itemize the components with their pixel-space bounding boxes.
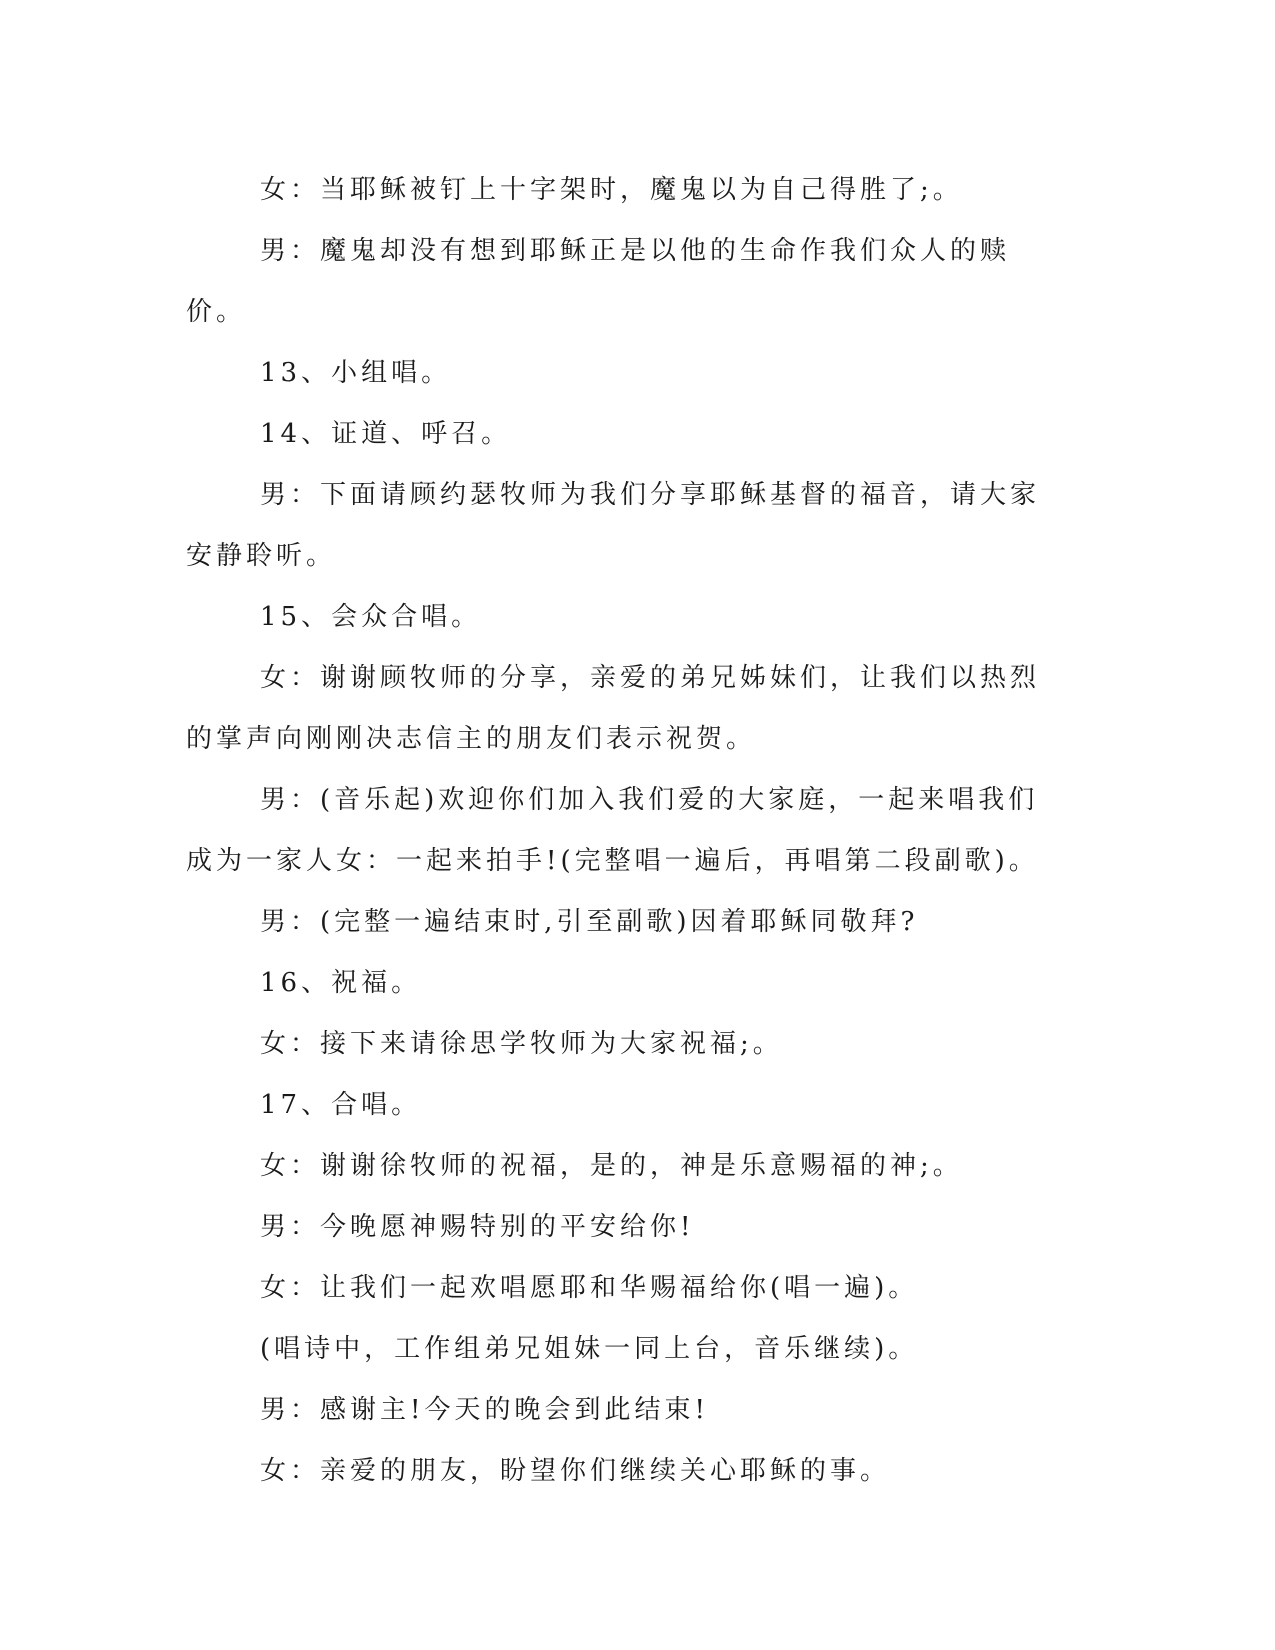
paragraph: 女：当耶稣被钉上十字架时，魔鬼以为自己得胜了;。 <box>260 175 963 205</box>
paragraph: 男：(音乐起)欢迎你们加入我们爱的大家庭，一起来唱我们成为一家人女：一起来拍手!(完整唱一遍后，再唱第二段副歌)。 <box>186 785 1039 876</box>
paragraph: 15、会众合唱。 <box>260 602 482 632</box>
paragraph: 女：接下来请徐思学牧师为大家祝福;。 <box>260 1029 783 1059</box>
paragraph: 女：让我们一起欢唱愿耶和华赐福给你(唱一遍)。 <box>260 1273 919 1303</box>
paragraph: 17、合唱。 <box>260 1090 422 1120</box>
paragraph: 男：魔鬼却没有想到耶稣正是以他的生命作我们众人的赎价。 <box>186 236 1011 327</box>
paragraph: 13、小组唱。 <box>260 358 452 388</box>
paragraph: 女：亲爱的朋友，盼望你们继续关心耶稣的事。 <box>260 1456 891 1486</box>
paragraph: 男：今晚愿神赐特别的平安给你! <box>260 1212 695 1242</box>
paragraph: (唱诗中，工作组弟兄姐妹一同上台，音乐继续)。 <box>260 1334 919 1364</box>
paragraph: 16、祝福。 <box>260 968 422 998</box>
document-body <box>186 160 1066 1502</box>
paragraph: 女：谢谢徐牧师的祝福，是的，神是乐意赐福的神;。 <box>260 1151 963 1181</box>
paragraph: 男：感谢主!今天的晚会到此结束! <box>260 1395 709 1425</box>
paragraph: 男：(完整一遍结束时,引至副歌)因着耶稣同敬拜? <box>260 907 919 937</box>
paragraph: 14、证道、呼召。 <box>260 419 512 449</box>
paragraph: 男：下面请顾约瑟牧师为我们分享耶稣基督的福音，请大家安静聆听。 <box>186 480 1041 571</box>
paragraph: 女：谢谢顾牧师的分享，亲爱的弟兄姊妹们，让我们以热烈的掌声向刚刚决志信主的朋友们表示祝贺。 <box>186 663 1041 754</box>
